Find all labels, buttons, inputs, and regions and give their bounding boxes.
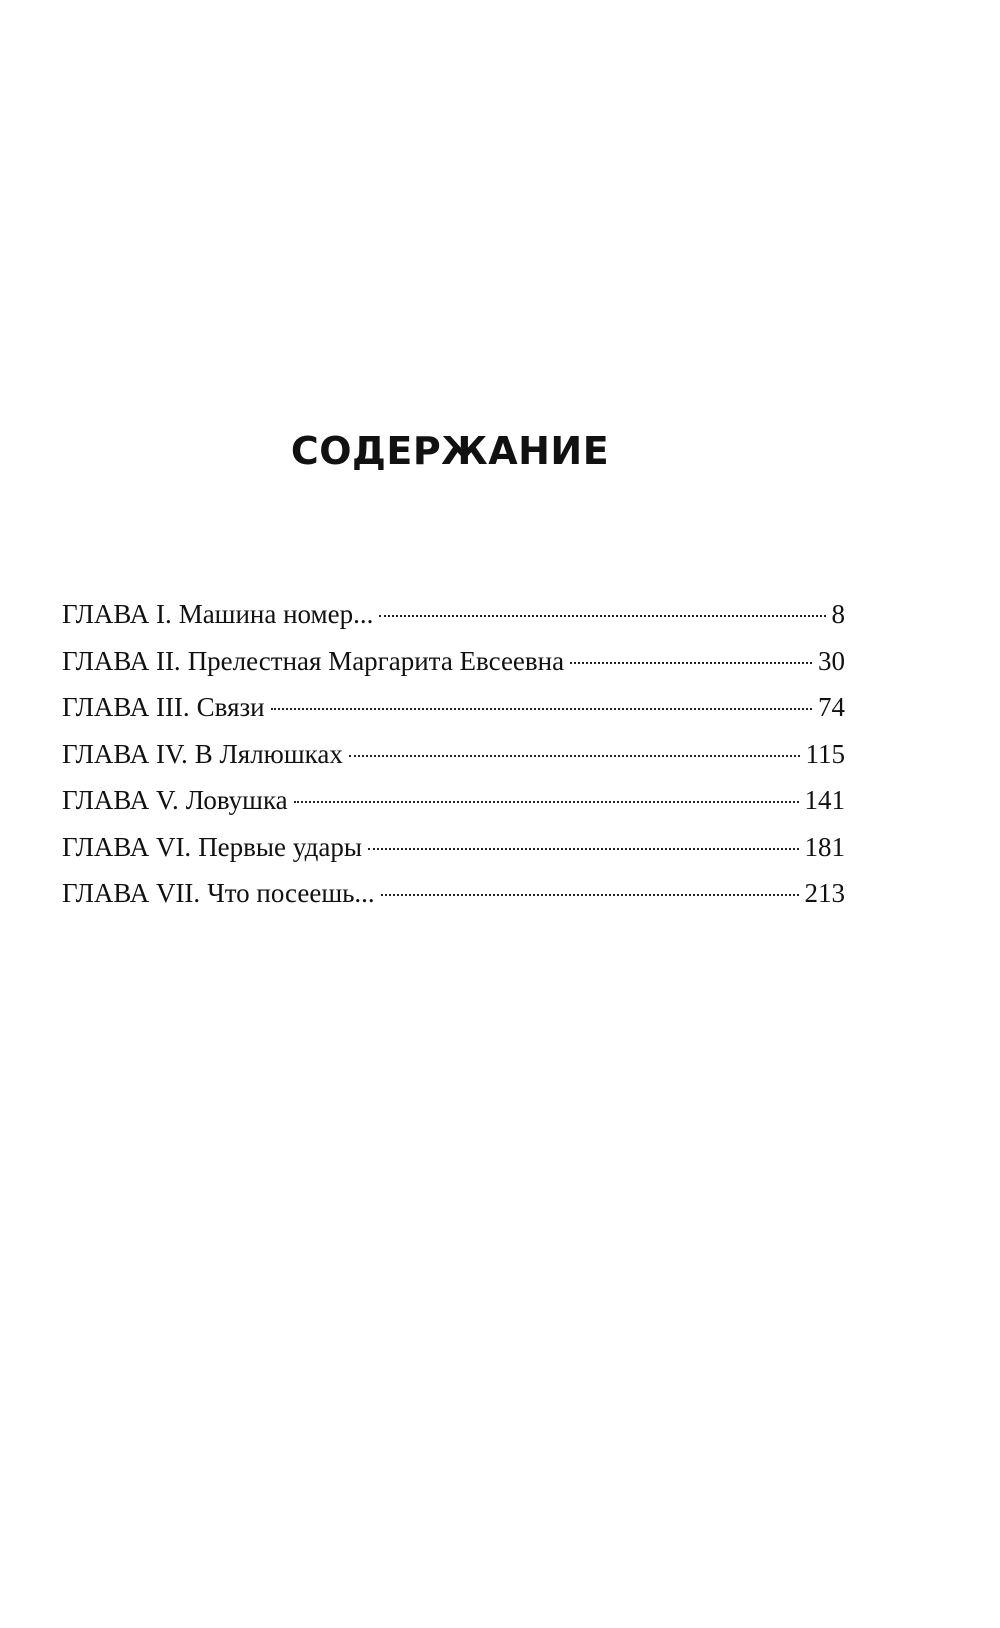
- toc-chapter-number: ГЛАВА IV.: [62, 738, 188, 769]
- toc-entry-chapter-5: [62, 784, 845, 831]
- dot-leader: [294, 800, 799, 803]
- toc-chapter-title: Машина номер...: [178, 599, 374, 629]
- toc-entry-chapter-6: [62, 831, 845, 878]
- toc-page-number: 141: [804, 785, 845, 815]
- dot-leader: [379, 614, 825, 617]
- toc-entry-chapter-3: [62, 691, 845, 738]
- toc-chapter-title: Что посеешь...: [207, 878, 375, 908]
- dot-leader: [381, 893, 799, 896]
- toc-page-number: 30: [818, 645, 845, 676]
- toc-chapter-title: Связи: [196, 692, 265, 722]
- toc-chapter-title: Ловушка: [185, 785, 288, 815]
- toc-page-number: 213: [804, 878, 845, 908]
- toc-chapter-number: ГЛАВА III.: [62, 692, 190, 722]
- toc-page-number: 115: [805, 738, 845, 769]
- dot-leader: [368, 847, 799, 850]
- toc-chapter-number: ГЛАВА V.: [62, 785, 179, 815]
- toc-chapter-number: ГЛАВА VII.: [62, 878, 201, 908]
- toc-chapter-title: Прелестная Маргарита Евсеевна: [187, 645, 565, 676]
- toc-entry-chapter-7: [62, 877, 845, 924]
- toc-entry-chapter-4: [62, 738, 845, 785]
- toc-entry-chapter-2: [62, 645, 845, 692]
- toc-chapter-number: ГЛАВА I.: [62, 599, 172, 629]
- toc-chapter-number: ГЛАВА VI.: [62, 831, 192, 862]
- toc-chapter-title: В Лялюшках: [194, 738, 343, 769]
- toc-page-number: 181: [804, 831, 845, 862]
- toc-entry-chapter-1: [62, 598, 845, 645]
- dot-leader: [271, 707, 812, 710]
- dot-leader: [349, 754, 800, 757]
- toc-page-number: 8: [831, 599, 845, 629]
- toc-chapter-number: ГЛАВА II.: [62, 645, 181, 676]
- table-of-contents: [62, 598, 845, 924]
- toc-heading: СОДЕРЖАНИЕ: [290, 429, 610, 473]
- toc-chapter-title: Первые удары: [198, 831, 362, 862]
- dot-leader: [570, 661, 812, 664]
- toc-page-number: 74: [818, 692, 845, 722]
